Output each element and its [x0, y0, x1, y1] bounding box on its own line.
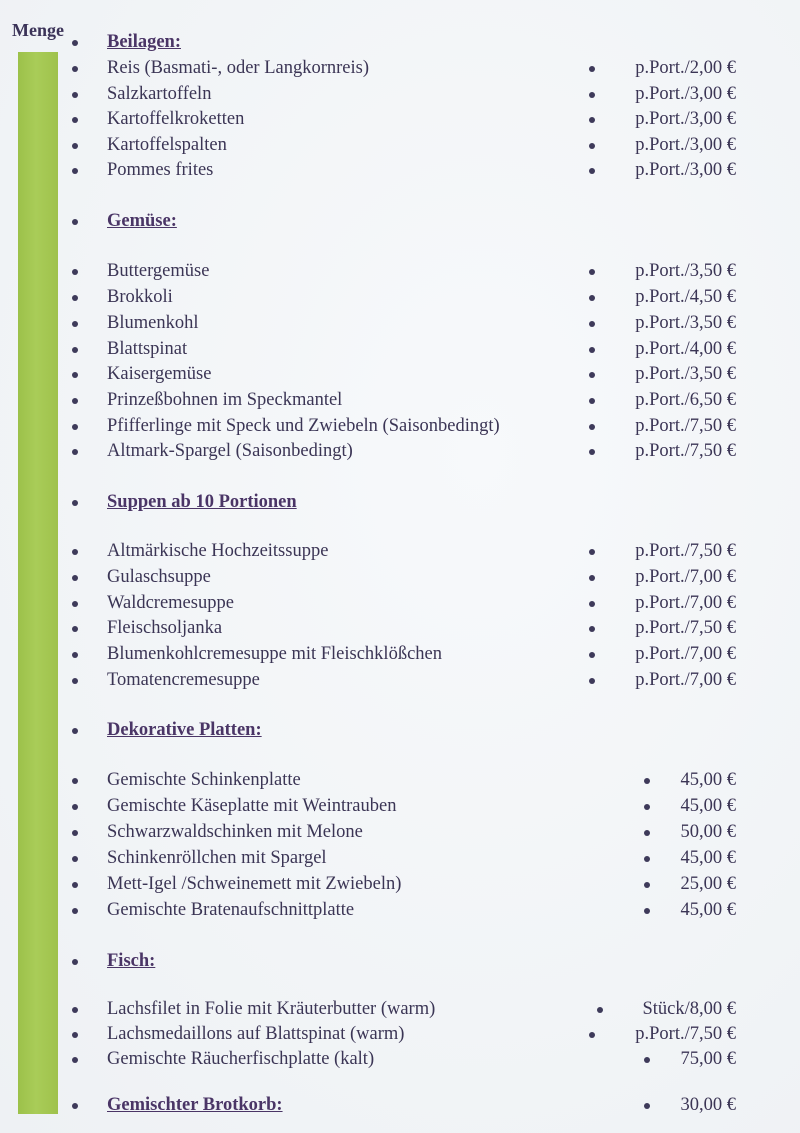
- menu-item-row: [0, 845, 800, 871]
- menu-item-row: [0, 157, 800, 183]
- item-name: Gemischte Käseplatte mit Weintrauben: [107, 796, 397, 816]
- price-bullet-icon: [589, 66, 595, 72]
- bullet-icon: [72, 449, 78, 455]
- section-heading-row: [0, 948, 800, 974]
- item-price: p.Port./7,50 €: [635, 541, 736, 561]
- price-bullet-icon: [589, 295, 595, 301]
- item-name: Lachsfilet in Folie mit Kräuterbutter (warm): [107, 999, 436, 1019]
- bullet-icon: [72, 372, 78, 378]
- price-bullet-icon: [644, 778, 650, 784]
- price-bullet-icon: [589, 321, 595, 327]
- item-name: Waldcremesuppe: [107, 593, 234, 613]
- bullet-icon: [72, 652, 78, 658]
- bullet-icon: [72, 959, 78, 965]
- bullet-icon: [72, 92, 78, 98]
- section-heading-row: [0, 489, 800, 515]
- item-price: p.Port./7,00 €: [635, 644, 736, 664]
- item-name: Pfifferlinge mit Speck und Zwiebeln (Saisonbedingt): [107, 416, 500, 436]
- item-name: Blumenkohlcremesuppe mit Fleischklößchen: [107, 644, 442, 664]
- menu-item-row: [0, 793, 800, 819]
- price-bullet-icon: [644, 882, 650, 888]
- price-bullet-icon: [644, 1057, 650, 1063]
- item-name: Reis (Basmati-, oder Langkornreis): [107, 58, 370, 78]
- section-heading: Beilagen:: [107, 32, 181, 52]
- price-bullet-icon: [589, 372, 595, 378]
- menu-item-row: [0, 1046, 800, 1072]
- item-name: Lachsmedaillons auf Blattspinat (warm): [107, 1024, 405, 1044]
- menu-item-row: [0, 590, 800, 616]
- price-bullet-icon: [589, 678, 595, 684]
- item-price: Stück/8,00 €: [642, 999, 736, 1019]
- bullet-icon: [72, 347, 78, 353]
- price-bullet-icon: [644, 856, 650, 862]
- section-heading: Gemüse:: [107, 211, 177, 231]
- bullet-icon: [72, 549, 78, 555]
- price-bullet-icon: [589, 143, 595, 149]
- menu-item-row: [0, 438, 800, 464]
- price-bullet-icon: [589, 449, 595, 455]
- menge-label: Menge: [12, 20, 64, 40]
- bullet-icon: [72, 66, 78, 72]
- item-name: Gemischte Räucherfischplatte (kalt): [107, 1049, 375, 1069]
- menu-item-row: [0, 413, 800, 439]
- bullet-icon: [72, 908, 78, 914]
- item-price: p.Port./7,50 €: [635, 441, 736, 461]
- bullet-icon: [72, 1103, 78, 1109]
- item-name: Kartoffelkroketten: [107, 109, 245, 129]
- bullet-icon: [72, 728, 78, 734]
- item-price: p.Port./4,50 €: [635, 287, 736, 307]
- item-price: p.Port./7,00 €: [635, 567, 736, 587]
- item-price: p.Port./7,50 €: [635, 416, 736, 436]
- price-bullet-icon: [589, 269, 595, 275]
- price-bullet-icon: [589, 1032, 595, 1038]
- bullet-icon: [72, 269, 78, 275]
- section-heading: Dekorative Platten:: [107, 720, 262, 740]
- price-bullet-icon: [644, 830, 650, 836]
- item-price: p.Port./3,50 €: [635, 313, 736, 333]
- bullet-icon: [72, 856, 78, 862]
- bullet-icon: [72, 168, 78, 174]
- price-bullet-icon: [589, 92, 595, 98]
- item-price: p.Port./3,50 €: [635, 261, 736, 281]
- menu-item-row: [0, 106, 800, 132]
- section-heading-row: [0, 208, 800, 234]
- item-name: Blumenkohl: [107, 313, 199, 333]
- bullet-icon: [72, 1007, 78, 1013]
- menu-item-row: [0, 81, 800, 107]
- price-bullet-icon: [589, 601, 595, 607]
- bullet-icon: [72, 321, 78, 327]
- item-price: 45,00 €: [680, 796, 736, 816]
- item-price: p.Port./7,00 €: [635, 670, 736, 690]
- menu-item-row: [0, 55, 800, 81]
- item-price: 45,00 €: [680, 770, 736, 790]
- price-bullet-icon: [589, 168, 595, 174]
- item-name: Fleischsoljanka: [107, 618, 223, 638]
- bullet-icon: [72, 40, 78, 46]
- item-name: Gemischte Bratenaufschnittplatte: [107, 900, 355, 920]
- menu-item-row: [0, 641, 800, 667]
- bullet-icon: [72, 398, 78, 404]
- item-price: 45,00 €: [680, 848, 736, 868]
- bullet-icon: [72, 575, 78, 581]
- price-bullet-icon: [589, 575, 595, 581]
- bullet-icon: [72, 678, 78, 684]
- price-bullet-icon: [644, 804, 650, 810]
- item-price: 75,00 €: [680, 1049, 736, 1069]
- item-name: Kartoffelspalten: [107, 135, 227, 155]
- menu-item-row: [0, 284, 800, 310]
- bullet-icon: [72, 830, 78, 836]
- price-bullet-icon: [589, 117, 595, 123]
- bullet-icon: [72, 219, 78, 225]
- item-name: Pommes frites: [107, 160, 214, 180]
- item-price: p.Port./3,00 €: [635, 109, 736, 129]
- menu-item-row: [0, 132, 800, 158]
- item-name: Brokkoli: [107, 287, 173, 307]
- item-name: Gemischte Schinkenplatte: [107, 770, 301, 790]
- menu-item-row: [0, 897, 800, 923]
- menu-item-row: [0, 387, 800, 413]
- item-price: p.Port./3,50 €: [635, 364, 736, 384]
- price-bullet-icon: [589, 626, 595, 632]
- price-bullet-icon: [589, 398, 595, 404]
- bullet-icon: [72, 882, 78, 888]
- price-bullet-icon: [644, 1103, 650, 1109]
- menu-item-row: [0, 615, 800, 641]
- menu-item-row: [0, 767, 800, 793]
- item-name: Altmärkische Hochzeitssuppe: [107, 541, 329, 561]
- price-bullet-icon: [644, 908, 650, 914]
- item-price: p.Port./6,50 €: [635, 390, 736, 410]
- menu-item-row: [0, 996, 800, 1022]
- item-price: p.Port./7,00 €: [635, 593, 736, 613]
- bullet-icon: [72, 601, 78, 607]
- section-heading: Suppen ab 10 Portionen: [107, 492, 297, 512]
- item-name: Buttergemüse: [107, 261, 210, 281]
- bullet-icon: [72, 500, 78, 506]
- bullet-icon: [72, 424, 78, 430]
- item-name: Altmark-Spargel (Saisonbedingt): [107, 441, 353, 461]
- price-bullet-icon: [589, 424, 595, 430]
- bullet-icon: [72, 143, 78, 149]
- menu-item-row: [0, 336, 800, 362]
- item-name: Kaisergemüse: [107, 364, 212, 384]
- item-price: 25,00 €: [680, 874, 736, 894]
- menu-item-row: [0, 871, 800, 897]
- bullet-icon: [72, 626, 78, 632]
- section-heading-row: [0, 29, 800, 55]
- item-price: p.Port./3,00 €: [635, 84, 736, 104]
- menu-item-row: [0, 361, 800, 387]
- item-price: p.Port./7,50 €: [635, 1024, 736, 1044]
- item-price: p.Port./2,00 €: [635, 58, 736, 78]
- item-name: Blattspinat: [107, 339, 188, 359]
- item-name: Salzkartoffeln: [107, 84, 212, 104]
- bullet-icon: [72, 778, 78, 784]
- bullet-icon: [72, 117, 78, 123]
- item-price: p.Port./3,00 €: [635, 160, 736, 180]
- bullet-icon: [72, 804, 78, 810]
- section-heading: Gemischter Brotkorb:: [107, 1095, 283, 1115]
- section-heading-row: [0, 1092, 800, 1118]
- menu-item-row: [0, 667, 800, 693]
- item-price: 50,00 €: [680, 822, 736, 842]
- section-heading: Fisch:: [107, 951, 156, 971]
- price-bullet-icon: [589, 347, 595, 353]
- bullet-icon: [72, 1057, 78, 1063]
- menu-item-row: [0, 538, 800, 564]
- section-heading-row: [0, 717, 800, 743]
- bullet-icon: [72, 295, 78, 301]
- item-name: Schwarzwaldschinken mit Melone: [107, 822, 363, 842]
- price-bullet-icon: [589, 652, 595, 658]
- item-price: p.Port./4,00 €: [635, 339, 736, 359]
- menu-item-row: [0, 1021, 800, 1047]
- bullet-icon: [72, 1032, 78, 1038]
- price-bullet-icon: [589, 549, 595, 555]
- item-price: p.Port./7,50 €: [635, 618, 736, 638]
- menu-item-row: [0, 310, 800, 336]
- item-name: Prinzeßbohnen im Speckmantel: [107, 390, 343, 410]
- menu-item-row: [0, 258, 800, 284]
- menu-item-row: [0, 819, 800, 845]
- item-price: p.Port./3,00 €: [635, 135, 736, 155]
- price-bullet-icon: [597, 1007, 603, 1013]
- menu-item-row: [0, 564, 800, 590]
- item-name: Mett-Igel /Schweinemett mit Zwiebeln): [107, 874, 402, 894]
- item-name: Tomatencremesuppe: [107, 670, 260, 690]
- item-name: Schinkenröllchen mit Spargel: [107, 848, 327, 868]
- item-price: 30,00 €: [680, 1095, 736, 1115]
- item-name: Gulaschsuppe: [107, 567, 211, 587]
- item-price: 45,00 €: [680, 900, 736, 920]
